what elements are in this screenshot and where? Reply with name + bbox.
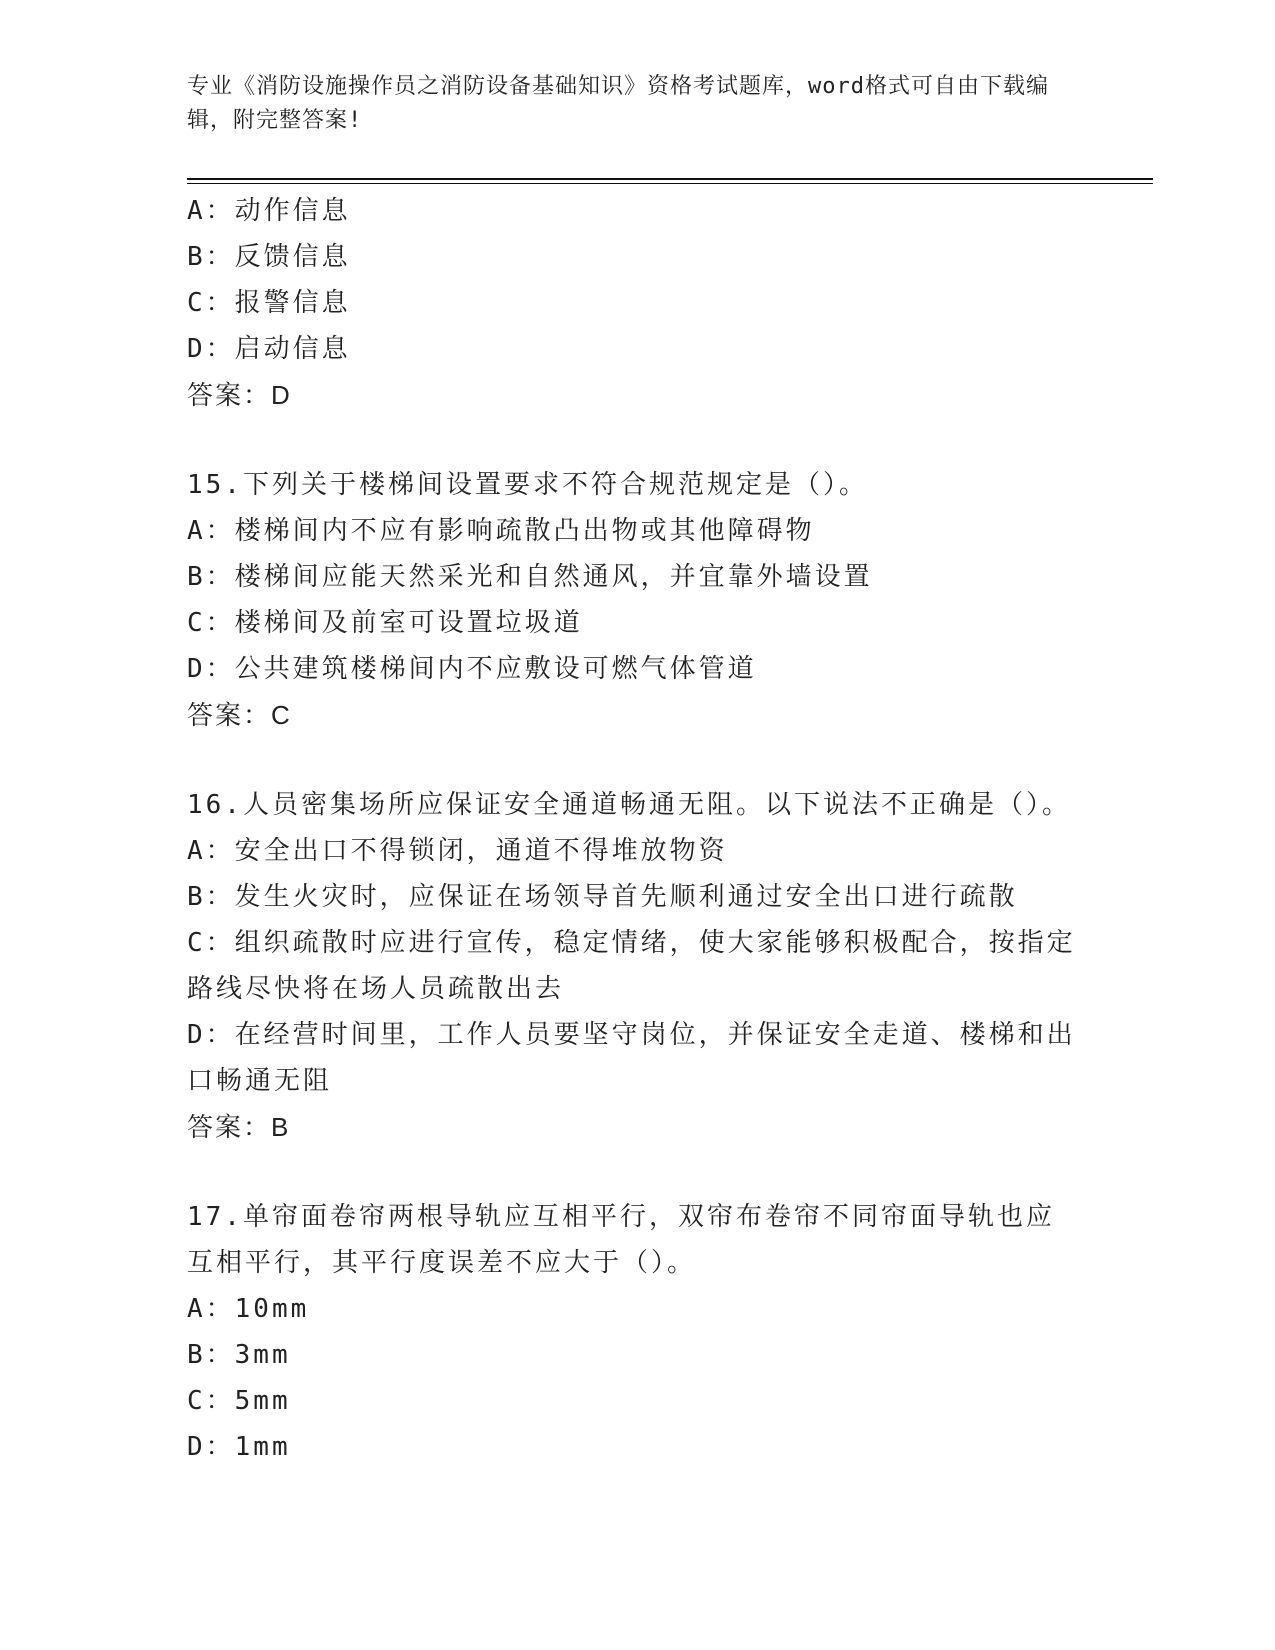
question-16 [187,782,1077,1150]
question-17 [187,1194,1077,1470]
option-c: C：楼梯间及前室可设置垃圾道 [187,608,583,638]
question-list [187,188,1077,1470]
option-b: B：发生火灾时，应保证在场领导首先顺利通过安全出口进行疏散 [187,882,1018,912]
option-a: A：安全出口不得锁闭，通道不得堆放物资 [187,836,728,866]
question-stem: 17.单帘面卷帘两根导轨应互相平行，双帘布卷帘不同帘面导轨也应互相平行，其平行度误差不应大于（）。 [187,1202,1055,1278]
question-stem: 15.下列关于楼梯间设置要求不符合规范规定是（）。 [187,470,868,500]
question-15 [187,462,1077,738]
option-a: A：动作信息 [187,196,351,226]
option-a: A：楼梯间内不应有影响疏散凸出物或其他障碍物 [187,516,815,546]
option-c: C：5mm [187,1386,291,1416]
option-d: D：公共建筑楼梯间内不应敷设可燃气体管道 [187,654,757,684]
option-d: D：启动信息 [187,334,351,364]
answer-line: 答案：C [187,700,292,730]
answer-line: 答案：D [187,380,292,410]
option-c: C：组织疏散时应进行宣传，稳定情绪，使大家能够积极配合，按指定路线尽快将在场人员疏散出去 [187,928,1076,1004]
spacer [187,418,1077,462]
question-stem: 16.人员密集场所应保证安全通道畅通无阻。以下说法不正确是（）。 [187,790,1071,820]
document-header: 专业《消防设施操作员之消防设备基础知识》资格考试题库，word格式可自由下载编辑，附完整答案! [187,74,1049,133]
option-d: D：在经营时间里，工作人员要坚守岗位，并保证安全走道、楼梯和出口畅通无阻 [187,1020,1076,1096]
previous-question-block [187,188,1077,418]
header-divider-thick [187,178,1153,180]
option-d: D：1mm [187,1432,291,1462]
option-b: B：3mm [187,1340,291,1370]
option-a: A：10mm [187,1294,310,1324]
option-c: C：报警信息 [187,288,351,318]
answer-line: 答案：B [187,1112,291,1142]
option-b: B：楼梯间应能天然采光和自然通风，并宜靠外墙设置 [187,562,873,592]
spacer [187,1150,1077,1194]
spacer [187,738,1077,782]
option-b: B：反馈信息 [187,242,351,272]
header-divider-thin [187,183,1153,184]
